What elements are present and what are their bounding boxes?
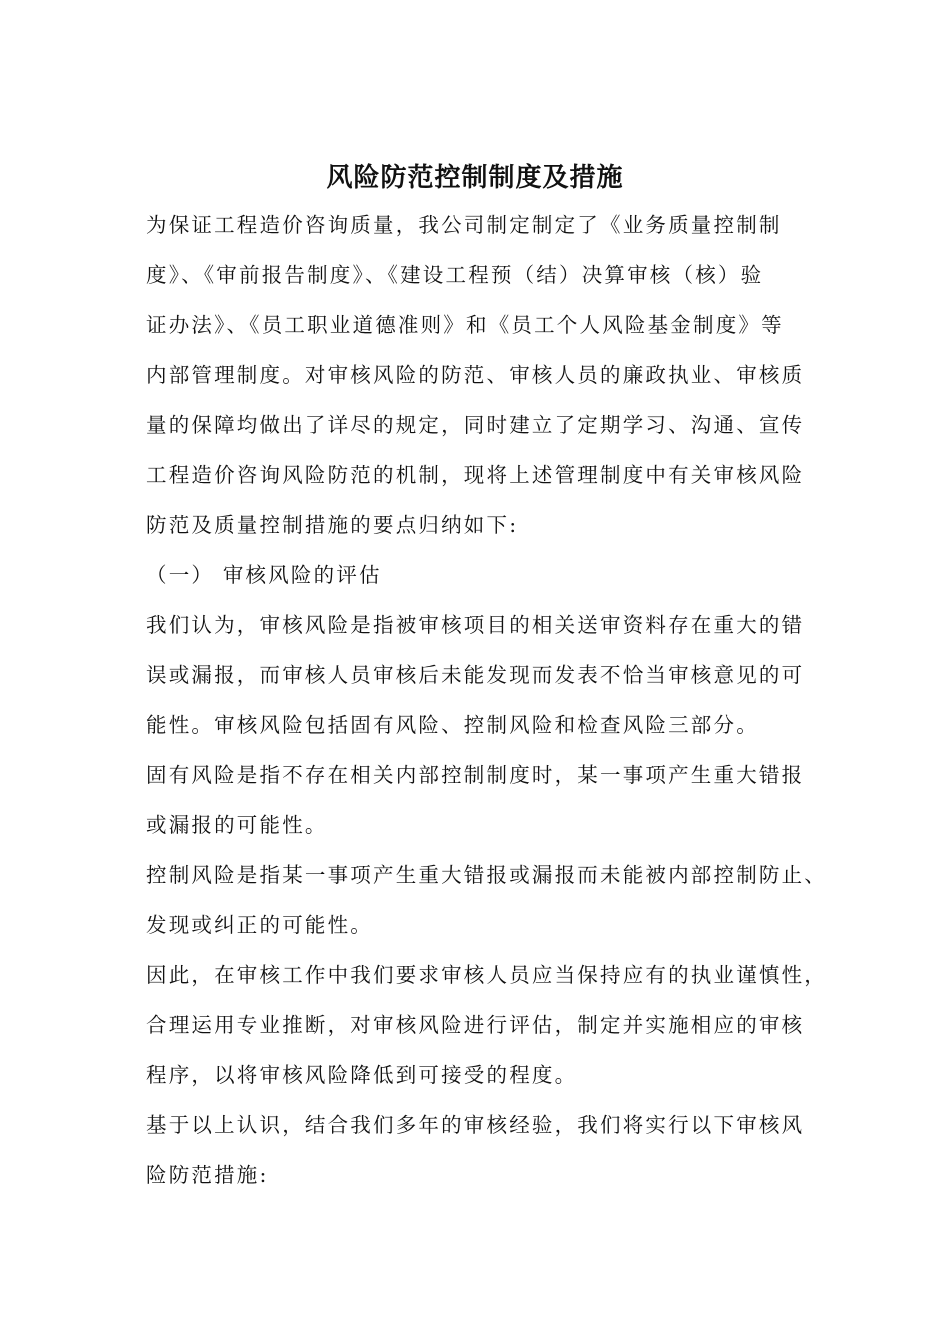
text-line: 基于以上认识，结合我们多年的审核经验，我们将实行以下审核风 (146, 1113, 805, 1137)
text-line: 误或漏报，而审核人员审核后未能发现而发表不恰当审核意见的可 (146, 663, 805, 687)
document-title: 风险防范控制制度及措施 (326, 163, 624, 193)
text-line: 合理运用专业推断，对审核风险进行评估，制定并实施相应的审核 (146, 1013, 805, 1037)
text-line: 我们认为，审核风险是指被审核项目的相关送审资料存在重大的错 (146, 613, 805, 637)
text-line: 或漏报的可能性。 (146, 813, 328, 837)
text-line: 因此，在审核工作中我们要求审核人员应当保持应有的执业谨慎性， (146, 963, 827, 987)
text-line: 度》、《审前报告制度》、《建设工程预（结）决算审核（核）验 (146, 263, 764, 287)
text-line: 防范及质量控制措施的要点归纳如下: (146, 513, 519, 537)
text-line: 工程造价咨询风险防范的机制，现将上述管理制度中有关审核风险 (146, 463, 805, 487)
section-heading: （一） 审核风险的评估 (146, 563, 382, 587)
text-line: 量的保障均做出了详尽的规定，同时建立了定期学习、沟通、宣传 (146, 413, 805, 437)
text-line: 固有风险是指不存在相关内部控制制度时，某一事项产生重大错报 (146, 763, 805, 787)
text-line: 控制风险是指某一事项产生重大错报或漏报而未能被内部控制防止、 (146, 863, 827, 887)
text-line: 能性。审核风险包括固有风险、控制风险和检查风险三部分。 (146, 713, 759, 737)
text-line: 程序，以将审核风险降低到可接受的程度。 (146, 1063, 578, 1087)
text-line: 发现或纠正的可能性。 (146, 913, 373, 937)
text-line: 证办法》、《员工职业道德准则》和《员工个人风险基金制度》等 (146, 313, 784, 337)
text-line: 为保证工程造价咨询质量，我公司制定制定了《业务质量控制制 (146, 213, 782, 237)
text-line: 内部管理制度。对审核风险的防范、审核人员的廉政执业、审核质 (146, 363, 805, 387)
text-line: 险防范措施: (146, 1163, 269, 1187)
